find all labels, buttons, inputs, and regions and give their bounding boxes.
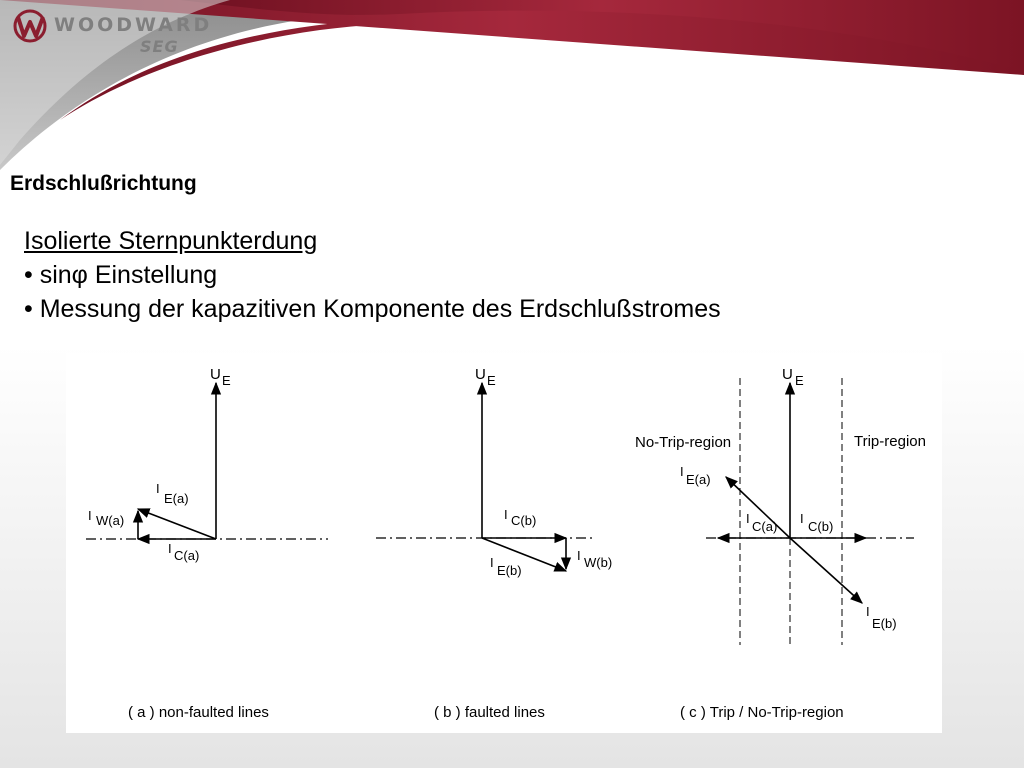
diagram-c	[635, 366, 926, 721]
caption-c: ( c ) Trip / No-Trip-region	[680, 704, 844, 721]
ue-label: U	[782, 366, 793, 383]
woodward-logo-icon	[12, 8, 48, 44]
iw-label-sub: W(a)	[96, 513, 125, 528]
iw-label-sub: W(b)	[584, 555, 613, 570]
ic-label: I	[504, 507, 508, 522]
ue-label-sub: E	[487, 373, 496, 388]
slide-content	[24, 224, 721, 326]
section-title: Erdschlußrichtung	[10, 172, 197, 195]
logo-seg-wordmark: SEG	[140, 37, 179, 56]
ieb-vector	[790, 538, 862, 603]
iea-label-sub: E(a)	[686, 472, 711, 487]
bullet-item: • sinφ Einstellung	[24, 258, 721, 292]
iw-label: I	[577, 548, 581, 563]
ica-label: I	[746, 511, 750, 526]
ie-label-sub: E(a)	[164, 491, 189, 506]
ie-label: I	[490, 555, 494, 570]
icb-label-sub: C(b)	[808, 519, 834, 534]
phasor-diagrams	[66, 353, 942, 733]
ic-label-sub: C(b)	[511, 513, 537, 528]
ie-label: I	[156, 481, 160, 496]
woodward-seg-logo	[12, 8, 213, 56]
diagram-b	[376, 366, 612, 721]
phasor-diagram-figure	[66, 353, 942, 733]
caption-b: ( b ) faulted lines	[434, 704, 545, 721]
ic-label-sub: C(a)	[174, 548, 200, 563]
diagram-a	[86, 366, 328, 721]
iea-label: I	[680, 464, 684, 479]
ieb-label: I	[866, 604, 870, 619]
ue-label: U	[475, 366, 486, 383]
ue-label: U	[210, 366, 221, 383]
ie-label-sub: E(b)	[497, 563, 522, 578]
ie-vector	[482, 538, 566, 571]
ica-label-sub: C(a)	[752, 519, 778, 534]
ue-label-sub: E	[222, 373, 231, 388]
icb-label: I	[800, 511, 804, 526]
ieb-label-sub: E(b)	[872, 616, 897, 631]
ie-vector	[138, 509, 216, 539]
ic-label: I	[168, 541, 172, 556]
bullet-item: • Messung der kapazitiven Komponente des Erdschlußstromes	[24, 292, 721, 326]
logo-wordmark: WOODWARD	[54, 14, 213, 36]
ue-label-sub: E	[795, 373, 804, 388]
iw-label: I	[88, 508, 92, 523]
caption-a: ( a ) non-faulted lines	[128, 704, 269, 721]
trip-region-label: Trip-region	[854, 433, 926, 450]
content-heading: Isolierte Sternpunkterdung	[24, 227, 318, 255]
no-trip-region-label: No-Trip-region	[635, 434, 732, 451]
